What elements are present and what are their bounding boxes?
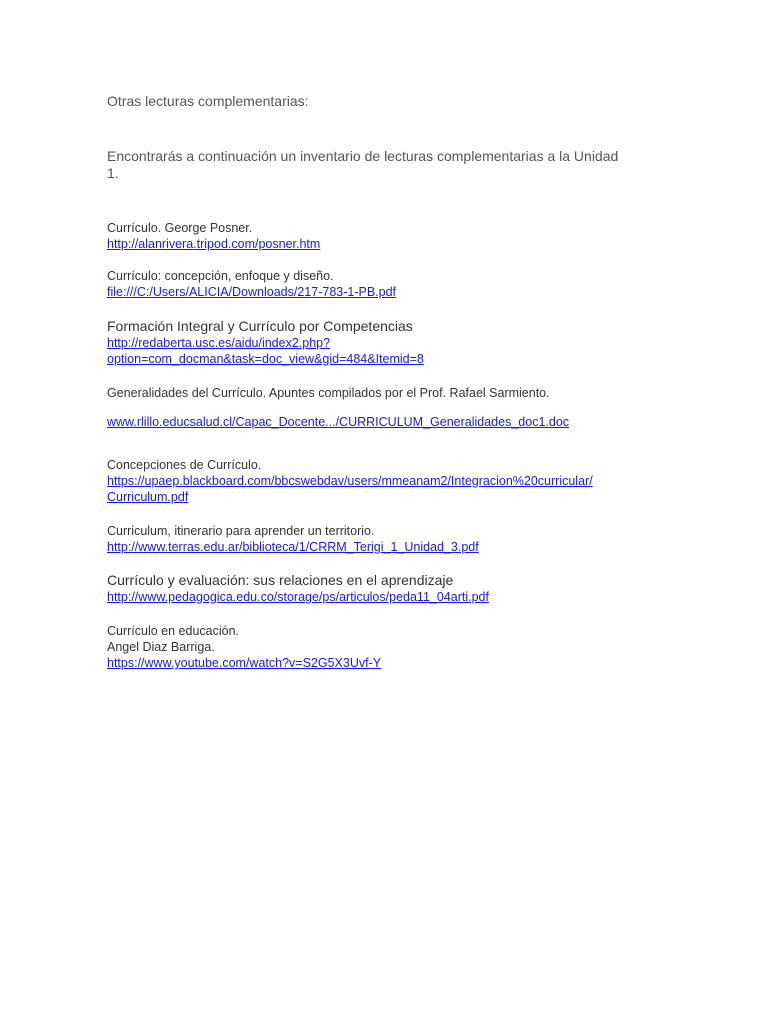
reference-link-continued[interactable]: option=com_docman&task=doc_view&gid=484&Itemid=8 (107, 352, 424, 366)
reference-link[interactable]: https://upaep.blackboard.com/bbcswebdav/users/mmeanam2/Integracion%20curricular/ (107, 474, 593, 488)
reference-item (107, 457, 687, 505)
reference-link[interactable]: www.rlillo.educsalud.cl/Capac_Docente.../CURRICULUM_Generalidades_doc1.doc (107, 415, 570, 429)
reference-link[interactable]: http://www.terras.edu.ar/biblioteca/1/CRRM_Terigi_1_Unidad_3.pdf (107, 540, 479, 554)
reference-title: Currículo y evaluación: sus relaciones en el aprendizaje (107, 572, 454, 588)
reference-item (107, 523, 687, 555)
document-heading: Otras lecturas complementarias: (107, 93, 309, 109)
reference-link[interactable]: http://www.pedagogica.edu.co/storage/ps/articulos/peda11_04arti.pdf (107, 590, 489, 604)
reference-title: Concepciones de Currículo. (107, 458, 262, 472)
intro-line-2: 1. (107, 165, 119, 181)
reference-item (107, 318, 687, 367)
reference-title: Currículo. George Posner. (107, 221, 253, 235)
document-intro (107, 148, 687, 182)
reference-item (107, 623, 687, 671)
reference-item (107, 220, 687, 252)
reference-title: Currículo: concepción, enfoque y diseño. (107, 269, 334, 283)
reference-title: Curriculum, itinerario para aprender un territorio. (107, 524, 375, 538)
reference-title: Formación Integral y Currículo por Competencias (107, 318, 413, 334)
reference-title: Generalidades del Currículo. Apuntes compilados por el Prof. Rafael Sarmiento. (107, 386, 550, 400)
reference-link[interactable]: file:///C:/Users/ALICIA/Downloads/217-783-1-PB.pdf (107, 285, 397, 299)
intro-line-1: Encontrarás a continuación un inventario de lecturas complementarias a la Unidad (107, 148, 619, 164)
reference-item (107, 572, 687, 605)
reference-link[interactable]: http://alanrivera.tripod.com/posner.htm (107, 237, 321, 251)
reference-item (107, 385, 687, 430)
reference-link[interactable]: https://www.youtube.com/watch?v=S2G5X3Uvf-Y (107, 656, 382, 670)
reference-link-continued[interactable]: Curriculum.pdf (107, 490, 189, 504)
reference-item (107, 268, 687, 300)
reference-link[interactable]: http://redaberta.usc.es/aidu/index2.php? (107, 336, 331, 350)
reference-author: Angel Diaz Barriga. (107, 640, 215, 654)
reference-title: Currículo en educación. (107, 624, 240, 638)
